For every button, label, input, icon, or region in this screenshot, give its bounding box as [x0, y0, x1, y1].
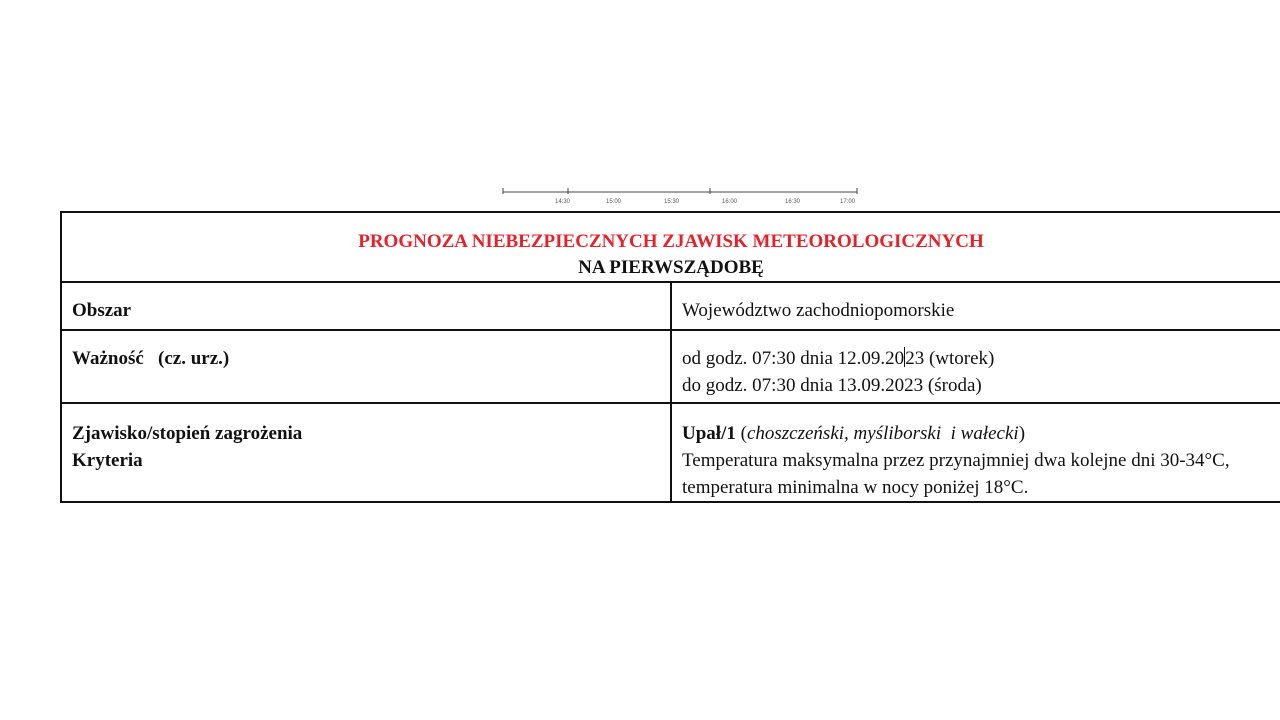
validity-label-text: Ważność (cz. urz.) [72, 348, 230, 369]
title-row [61, 212, 1280, 282]
timeline-ruler [500, 186, 860, 208]
table-row-validity [61, 330, 1280, 403]
timeline-ruler-graphic [500, 186, 860, 208]
phenomenon-label [61, 403, 671, 502]
ruler-tick-label: 17:00 [840, 199, 856, 205]
phenomenon-name: Upał/1 [682, 423, 736, 444]
ruler-tick-label: 15:30 [664, 199, 680, 205]
table-row-area [61, 282, 1280, 330]
phenomenon-label-line1: Zjawisko/stopień zagrożenia [72, 423, 303, 444]
area-label: Obszar [61, 282, 671, 330]
warning-title-main: PROGNOZA NIEBEZPIECZNYCH ZJAWISK METEOROLOGICZNYCH [358, 231, 984, 252]
warning-title [61, 212, 1280, 282]
phenomenon-label-line2: Kryteria [72, 450, 143, 471]
validity-from-start: od godz. 07:30 dnia 12.09.20 [682, 348, 905, 369]
validity-to: do godz. 07:30 dnia 13.09.2023 (środa) [682, 375, 982, 396]
ruler-tick-label: 14:30 [555, 199, 571, 205]
phenomenon-criteria: Temperatura maksymalna przez przynajmniej dwa kolejne dni 30-34°C, temperatura minimalna w nocy poniżej 18°C. [682, 450, 1230, 498]
validity-value [671, 330, 1280, 403]
phenomenon-counties: choszczeński, myśliborski i wałecki [746, 423, 1019, 444]
validity-label [61, 330, 671, 403]
phenomenon-value [671, 403, 1280, 502]
ruler-tick-label: 15:00 [606, 199, 622, 205]
weather-warning-table [60, 211, 1280, 503]
area-value: Województwo zachodniopomorskie [671, 282, 1280, 330]
validity-from [682, 345, 1270, 372]
table-row-phenomenon [61, 403, 1280, 502]
paren-open: ( [735, 423, 747, 444]
phenomenon-name-line [682, 420, 1270, 447]
ruler-tick-label: 16:00 [722, 199, 738, 205]
paren-close: ) [1018, 423, 1026, 444]
ruler-tick-label: 16:30 [785, 199, 801, 205]
warning-title-period: NA PIERWSZĄDOBĘ [578, 257, 764, 278]
validity-from-end: 23 (wtorek) [905, 348, 995, 369]
